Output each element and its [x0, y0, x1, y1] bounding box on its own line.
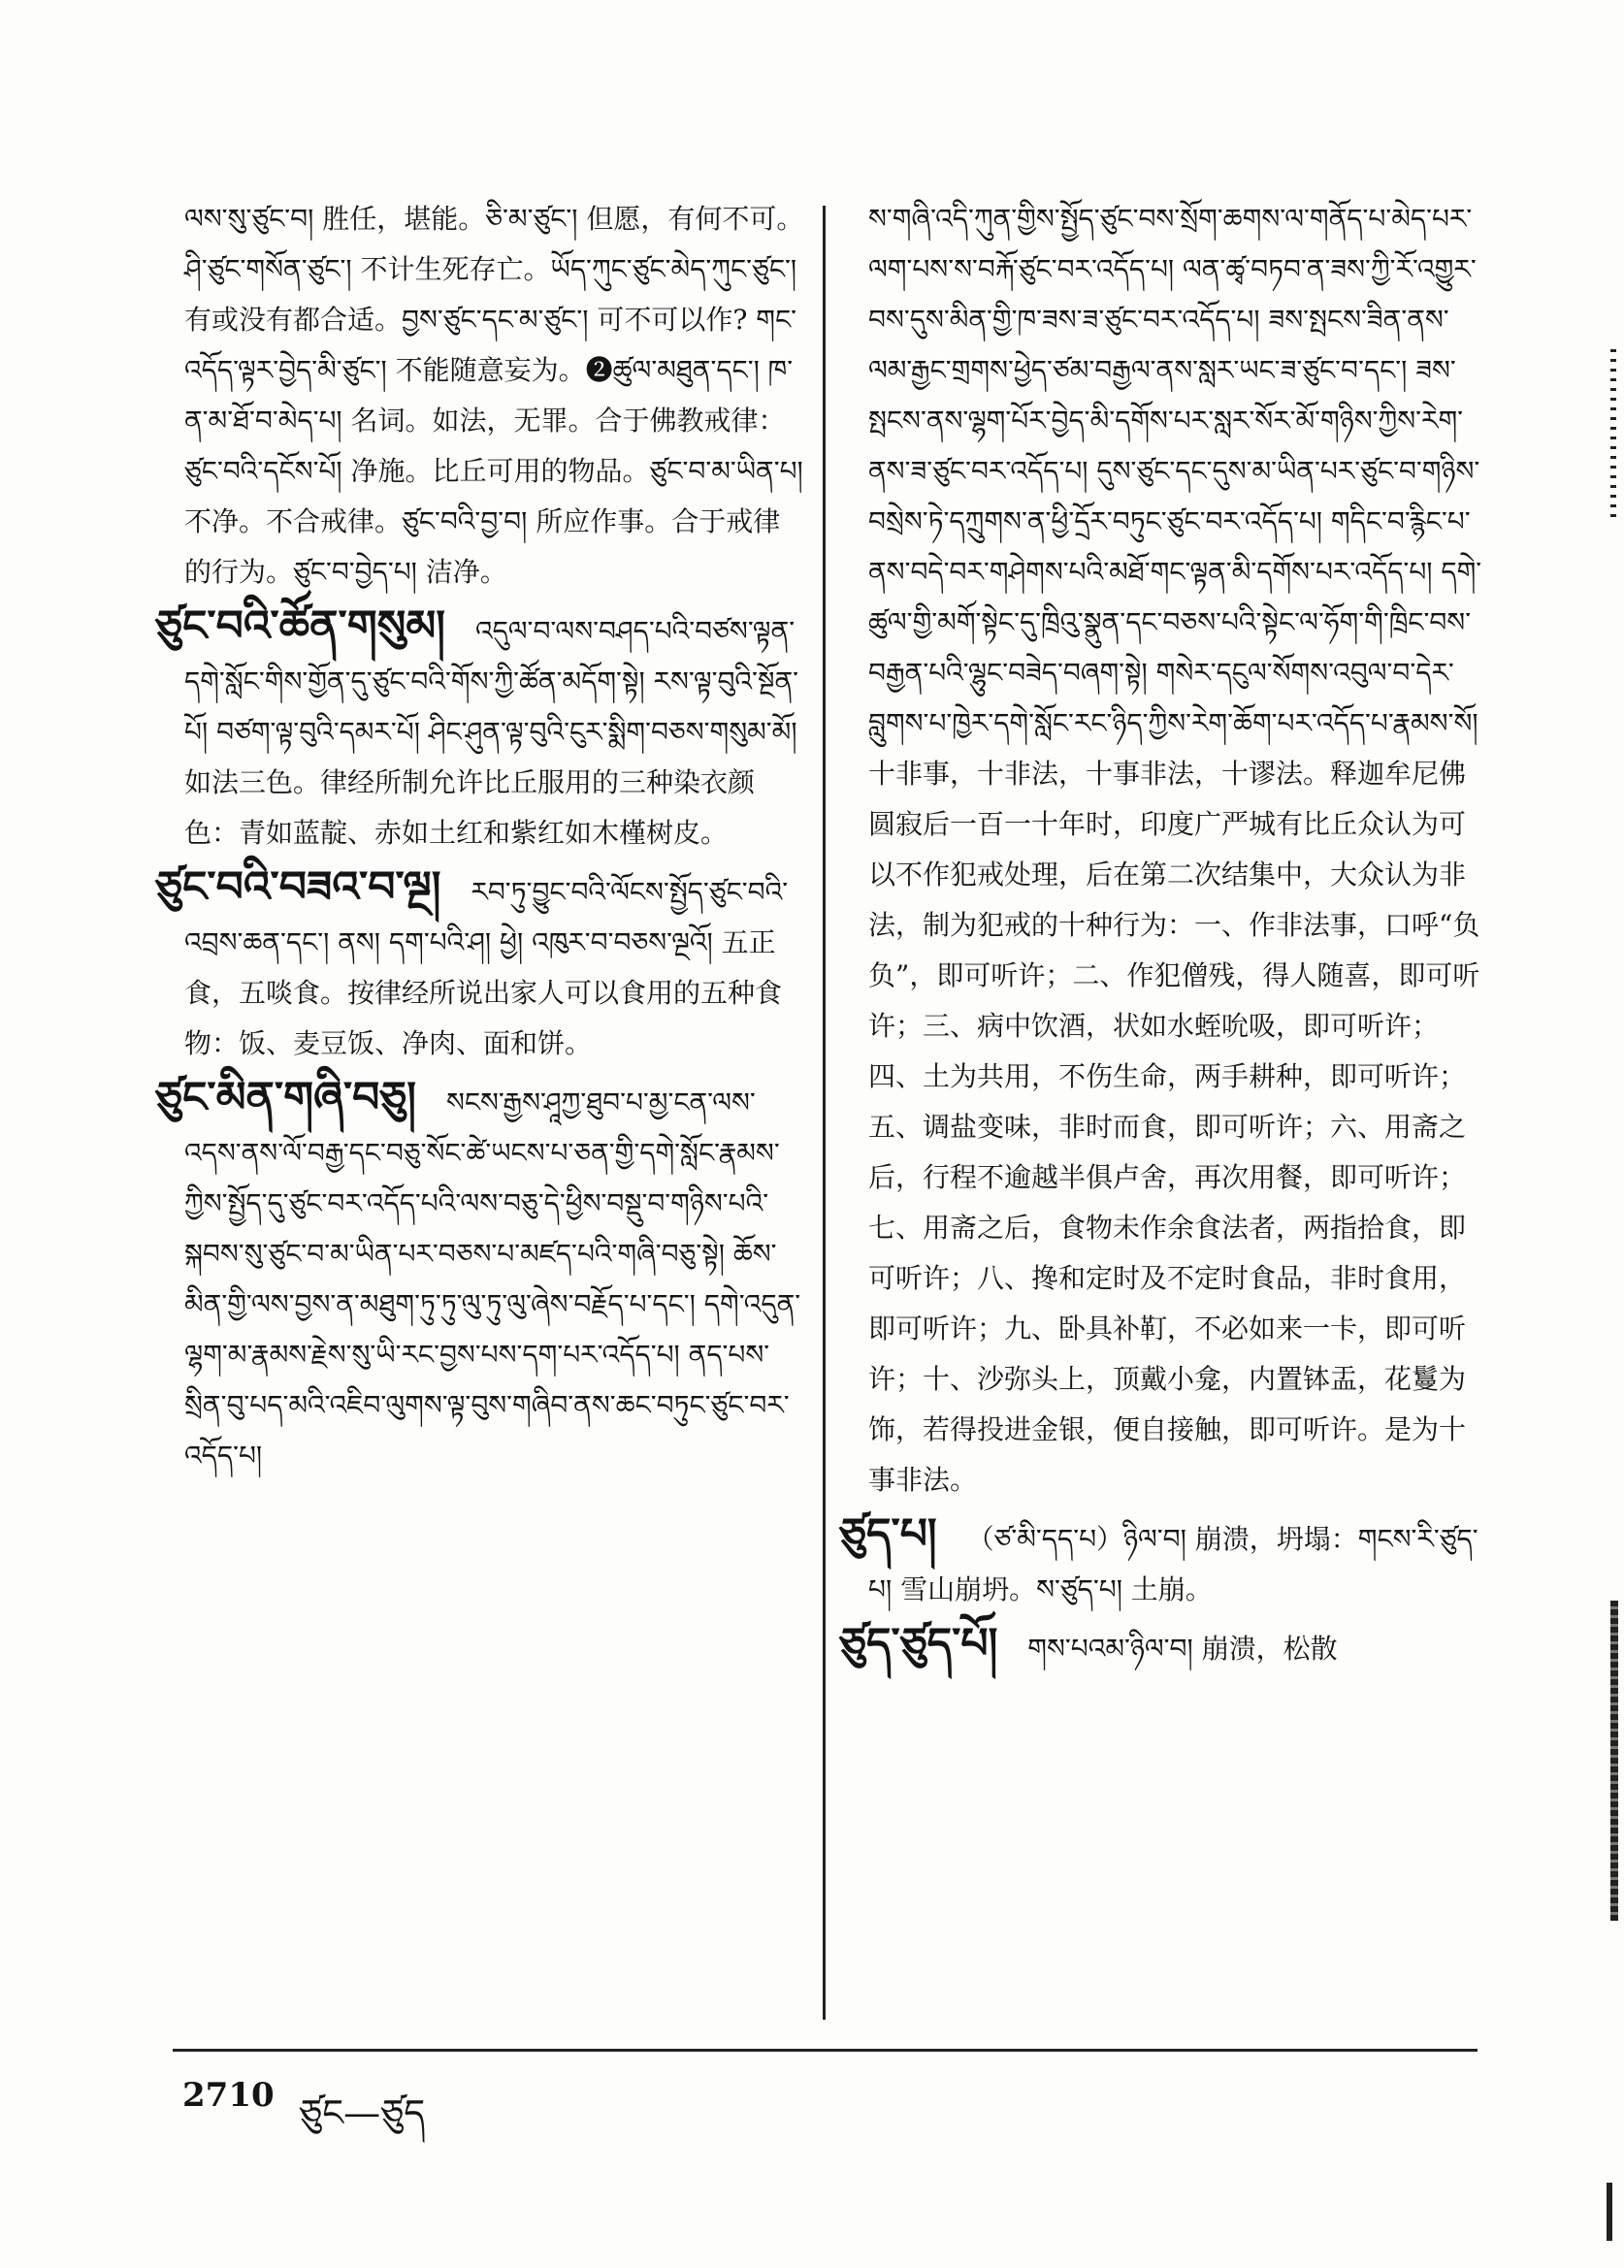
entry-text: ལས་སུ་ཙུང་བ། 胜任，堪能。ཅི་མ་ཙུང་། 但愿，有何不可。ཤི་ཙུང་གསོན་ཙུང་། 不计生死存亡。ཡོད་ཀུང་ཙུང་མེད་ཀུང་ཙུང་། 有或没有都合适。བྱས་ཙུང་དང་མ་ཙུང་། 可不可以作? གང་འདོད་ལྟར་བྱེད་མི་ཙུང་། 不能随意妄为。❷ཚུལ་མཐུན་དང་། ཁ་ན་མ་ཐོ་བ་མེད་པ། 名词。如法，无罪。合于佛教戒律：ཙུང་བའི་དངོས་པོ། 净施。比丘可用的物品。ཙུང་བ་མ་ཡིན་པ། 不净。不合戒律。ཙུང་བའི་བྱ་བ། 所应作事。合于戒律的行为。ཙུང་བ་བྱེད་པ། 洁净。: [184, 203, 804, 588]
entry-text: ས་གཞི་འདི་ཀུན་གྱིས་སྤྱོད་ཙུང་བས་སྲོག་ཆགས་ལ་གནོད་པ་མེད་པར་ལག་པས་ས་བརྐོ་ཙུང་བར་འདོད་པ། ལན་ཚྭ་བཏབ་ན་ཟས་ཀྱི་རོ་འགྱུར་བས་དུས་མིན་གྱི་ཁ་ཟས་ཟ་ཙུང་བར་འདོད་པ། ཟས་སྤངས་ཟིན་ནས་ལམ་རྒྱང་གྲགས་ཕྱེད་ཙམ་བརྒྱལ་ནས་སླར་ཡང་ཟ་ཙུང་བ་དང་། ཟས་སྤངས་ནས་ལྷག་པོར་བྱེད་མི་དགོས་པར་སླར་སོར་མོ་གཉིས་ཀྱིས་རེག་ནས་ཟ་ཙུང་བར་འདོད་པ། དུས་ཙུང་དང་དུས་མ་ཡིན་པར་ཙུང་བ་གཉིས་བསྲེས་ཏེ་དཀྲུགས་ན་ཕྱི་དྲོར་བཏུང་ཙུང་བར་འདོད་པ། གདིང་བ་རྙིང་པ་ནས་བདེ་བར་གཤེགས་པའི་མཐོ་གང་ལྟན་མི་དགོས་པར་འདོད་པ། དགེ་ཚུལ་གྱི་མགོ་སྟེང་དུ་ཁྲིའུ་སྣུན་དང་བཅས་པའི་སྟེང་ལ་ཧོག་གི་ཁྲིང་བས་བརྒྱན་པའི་ལྷུང་བཟེད་བཞག་སྟེ། གསེར་དངུལ་སོགས་འབུལ་བ་དེར་བླུགས་པ་ཁྱེར་དགེ་སློང་རང་ཉིད་ཀྱིས་རེག་ཆོག་པར་འདོད་པ་རྣམས་སོ། 十非事，十非法，十事非法，十谬法。释迦牟尼佛圆寂后一百一十年时，印度广严城有比丘众认为可以不作犯戒处理，后在第二次结集中，大众认为非法，制为犯戒的十种行为：一、作非法事，口呼“负负”，即可听许；二、作犯僧残，得人随喜，即可听许；三、病中饮酒，状如水蛭吮吸，即可听许；四、土为共用，不伤生命，两手耕种，即可听许；五、调盐变味，非时而食，即可听许；六、用斋之后，行程不逾越半俱卢舍，再次用餐，即可听许；七、用斋之后，食物未作余食法者，两指拾食，即可听许；八、搀和定时及不定时食品，非时食用，即可听许；九、卧具补靪，不必如来一卡，即可听许；十、沙弥头上，顶戴小龛，内置钵盂，花鬘为饰，若得投进金银，便自接触，即可听许。是为十事非法。: [868, 203, 1482, 1496]
entry-headword: ཙུད་ཙུད་པོ།: [839, 1619, 998, 1669]
entry-headword: ཙུང་བའི་བཟའ་བ་ལྔ།: [155, 862, 441, 912]
entry-continuation-right: [868, 194, 1489, 1506]
entry-dictionary: [839, 1619, 1489, 1674]
entry-text: གས་པའམ་ཉིལ་བ། 崩溃，松散: [1027, 1633, 1338, 1665]
entry-dictionary: [155, 1073, 805, 1481]
entry-dictionary: [839, 1509, 1489, 1615]
page-number: 2710: [182, 2076, 275, 2115]
entry-dictionary: [155, 862, 805, 1069]
entry-dictionary: [155, 601, 805, 859]
entry-text: སངས་རྒྱས་ཤཱཀྱ་ཐུབ་པ་མྱ་ངན་ལས་འདས་ནས་ལོ་བརྒྱ་དང་བཅུ་སོང་ཚེ་ཡངས་པ་ཅན་གྱི་དགེ་སློང་རྣམས་ཀྱིས་སྤྱོད་དུ་ཙུང་བར་འདོད་པའི་ལས་བཅུ་དེ་ཕྱིས་བསྡུ་བ་གཉིས་པའི་སྐབས་སུ་ཙུང་བ་མ་ཡིན་པར་བཅས་པ་མཛད་པའི་གཞི་བཅུ་སྟེ། ཆོས་མིན་གྱི་ལས་བྱས་ན་མཐུག་ཏུ་ཏུ་ལུ་ཏུ་ལུ་ཞེས་བརྗོད་པ་དང་། དགེ་འདུན་ལྷག་མ་རྣམས་རྗེས་སུ་ཡི་རང་བྱས་པས་དག་པར་འདོད་པ། ནད་པས་སྲིན་བུ་པད་མའི་འཇིབ་ལུགས་ལྟ་བུས་གཞིབ་ནས་ཆང་བཏུང་ཙུང་བར་འདོད་པ།: [184, 1086, 801, 1472]
column-divider: [823, 206, 826, 2020]
entry-text: འདུལ་བ་ལས་བཤད་པའི་བཙས་ལྟན་དགེ་སློང་གིས་གྱོན་དུ་ཙུང་བའི་གོས་ཀྱི་ཚོན་མདོག་སྟེ། རས་ལྟ་བུའི་སྔོན་པོ། བཙག་ལྟ་བུའི་དམར་པོ། ཤིང་ཤུན་ལྟ་བུའི་ངུར་སྨིག་བཅས་གསུམ་མོ། 如法三色。律经所制允许比丘服用的三种染衣颜色：青如蓝靛、赤如土红和紫红如木槿树皮。: [184, 615, 798, 849]
entry-continuation-left: [184, 194, 805, 598]
entry-headword: ཙུང་མིན་གཞི་བཅུ།: [155, 1073, 417, 1122]
entry-headword: ཙུང་བའི་ཚོན་གསུམ།: [155, 601, 446, 651]
scan-edge-mark: [1607, 2183, 1612, 2241]
right-column: [839, 194, 1489, 1678]
entry-text: རབ་ཏུ་བྱུང་བའི་ལོངས་སྤྱོད་ཙུང་བའི་འབྲས་ཆན་དང་། ནས། དག་པའི་ཤ། ཕྱེ། འཁུར་བ་བཅས་ལྔའོ། 五正食，五啖食。按律经所说出家人可以食用的五种食物：饭、麦豆饭、净肉、面和饼。: [184, 876, 789, 1059]
scan-edge-mark: [1610, 1601, 1618, 1921]
entry-text: （ཙ་མི་དད་པ）ཉིལ་བ། 崩溃，坍塌：གངས་རི་ཙུད་པ། 雪山崩坍。ས་ཙུད་པ། 土崩。: [868, 1523, 1478, 1605]
footer-rule: [173, 2049, 1478, 2052]
left-column: [155, 194, 805, 1485]
scan-edge-mark: [1610, 349, 1616, 524]
entry-headword: ཙུད་པ།: [839, 1509, 937, 1559]
guide-words: ཙུང—ཙུད: [299, 2091, 426, 2134]
